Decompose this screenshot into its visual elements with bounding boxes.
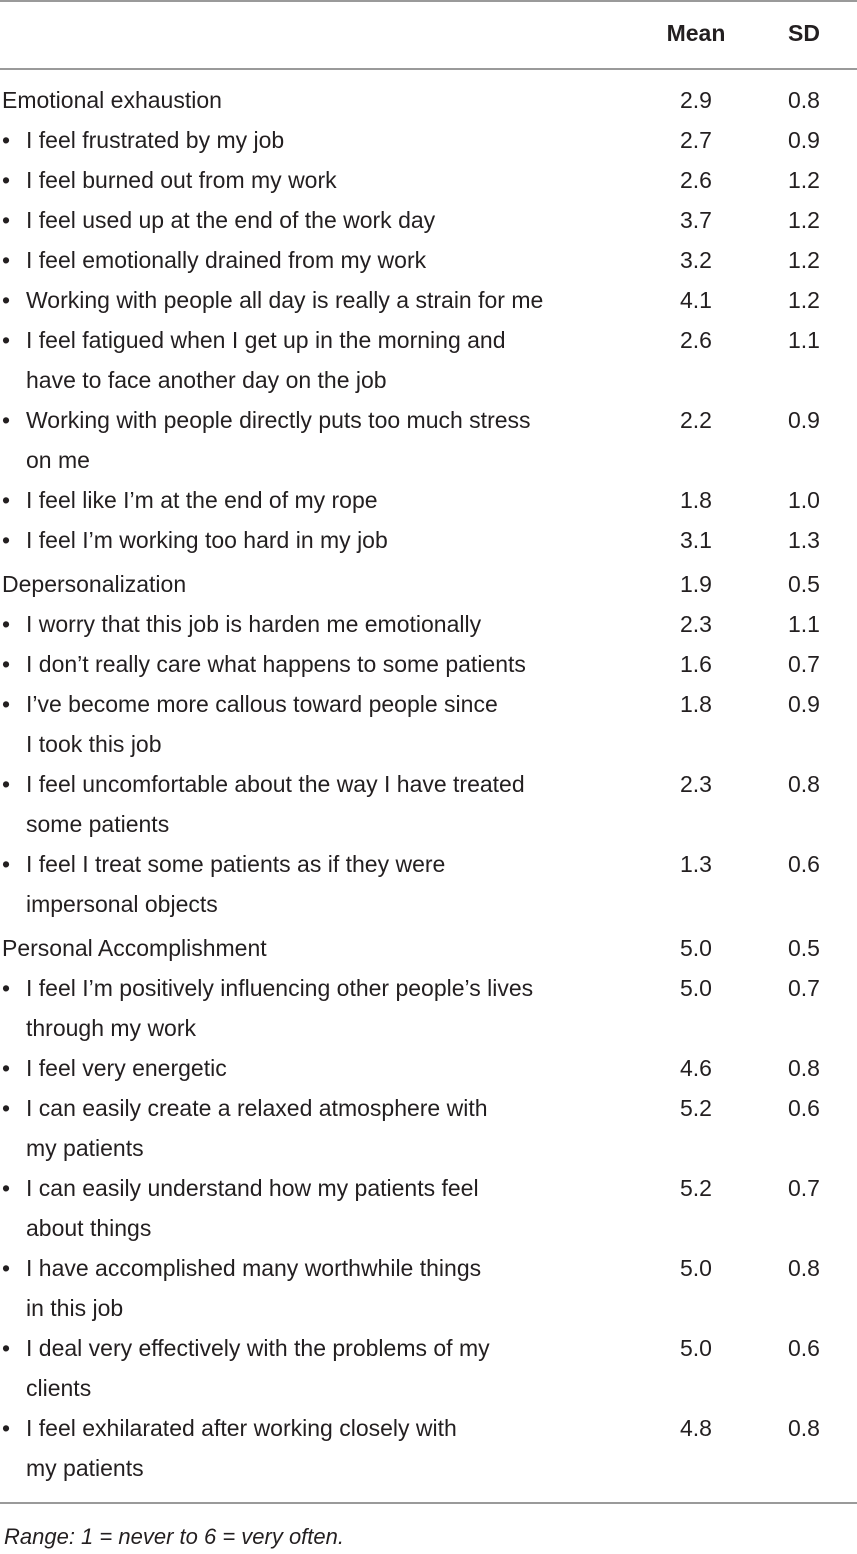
bullet-icon: • [2, 1415, 11, 1441]
sd-value: 0.9 [788, 691, 820, 717]
bullet-icon: • [2, 1175, 11, 1201]
bullet-icon: • [2, 127, 11, 153]
item-text-line: I can easily understand how my patients feel [26, 1175, 479, 1201]
item-text [0, 844, 620, 924]
bullet-icon: • [2, 167, 11, 193]
header-rule [0, 68, 857, 70]
mean-value: 2.2 [680, 407, 712, 433]
item-text [0, 200, 620, 240]
sd-value: 1.1 [788, 327, 820, 353]
table-header [0, 16, 857, 50]
table-row [0, 684, 857, 764]
item-text-line: I feel I’m positively influencing other people’s lives [26, 975, 534, 1001]
mean-value: 5.2 [680, 1175, 712, 1201]
item-text [0, 520, 620, 560]
item-text [0, 1168, 620, 1248]
table-row [0, 240, 857, 280]
sd-value: 0.6 [788, 1095, 820, 1121]
table-row [0, 280, 857, 320]
mean-value: 5.0 [680, 935, 712, 961]
table-row [0, 120, 857, 160]
section-label [0, 80, 622, 120]
bullet-icon: • [2, 975, 11, 1001]
table-body [0, 80, 857, 1488]
section-label [0, 928, 622, 968]
item-text [0, 1088, 620, 1168]
item-text-line: I can easily create a relaxed atmosphere with [26, 1095, 488, 1121]
item-text-line: I feel like I’m at the end of my rope [26, 487, 378, 513]
item-text-line: I feel uncomfortable about the way I have treated [26, 771, 525, 797]
top-rule [0, 0, 857, 2]
table-row [0, 844, 857, 924]
item-text-line: I feel very energetic [26, 1055, 227, 1081]
sd-value: 1.2 [788, 207, 820, 233]
item-text-line: some patients [26, 811, 170, 837]
bullet-icon: • [2, 771, 11, 797]
bullet-icon: • [2, 611, 11, 637]
sd-value: 0.5 [788, 571, 820, 597]
item-text [0, 400, 620, 480]
mean-value: 2.7 [680, 127, 712, 153]
bullet-icon: • [2, 207, 11, 233]
section-row [0, 80, 857, 120]
item-text-line: about things [26, 1215, 152, 1241]
sd-value: 1.2 [788, 167, 820, 193]
item-text [0, 968, 620, 1048]
bullet-icon: • [2, 487, 11, 513]
mean-value: 1.6 [680, 651, 712, 677]
mean-value: 5.0 [680, 975, 712, 1001]
item-text-line: I feel frustrated by my job [26, 127, 285, 153]
table-row [0, 320, 857, 400]
section-label-text: Emotional exhaustion [2, 87, 222, 113]
sd-value: 0.8 [788, 771, 820, 797]
bullet-icon: • [2, 1055, 11, 1081]
mean-value: 4.1 [680, 287, 712, 313]
table-row [0, 1408, 857, 1488]
item-text [0, 160, 620, 200]
sd-value: 0.6 [788, 851, 820, 877]
sd-value: 0.8 [788, 1255, 820, 1281]
bullet-icon: • [2, 407, 11, 433]
mean-value: 2.3 [680, 771, 712, 797]
item-text [0, 1048, 620, 1088]
item-text [0, 1328, 620, 1408]
item-text-line: I feel exhilarated after working closely with [26, 1415, 457, 1441]
table-row [0, 1168, 857, 1248]
sd-value: 0.7 [788, 975, 820, 1001]
mean-value: 4.6 [680, 1055, 712, 1081]
item-text [0, 764, 620, 844]
bullet-icon: • [2, 651, 11, 677]
sd-value: 1.2 [788, 247, 820, 273]
section-row [0, 928, 857, 968]
mean-value: 2.9 [680, 87, 712, 113]
sd-value: 0.6 [788, 1335, 820, 1361]
table-row [0, 1088, 857, 1168]
bullet-icon: • [2, 691, 11, 717]
mean-value: 3.2 [680, 247, 712, 273]
item-text [0, 320, 620, 400]
mean-value: 2.6 [680, 327, 712, 353]
item-text-line: Working with people all day is really a strain for me [26, 287, 544, 313]
item-text-line: I took this job [26, 731, 162, 757]
section-label-text: Personal Accomplishment [2, 935, 267, 961]
table-row [0, 644, 857, 684]
item-text-line: on me [26, 447, 90, 473]
sd-value: 1.1 [788, 611, 820, 637]
bottom-rule [0, 1502, 857, 1504]
sd-value: 0.9 [788, 127, 820, 153]
section-row [0, 564, 857, 604]
item-text [0, 280, 620, 320]
mean-value: 1.9 [680, 571, 712, 597]
table-row [0, 200, 857, 240]
item-text-line: I feel I treat some patients as if they were [26, 851, 446, 877]
item-text [0, 240, 620, 280]
mean-value: 3.7 [680, 207, 712, 233]
item-text-line: I have accomplished many worthwhile things [26, 1255, 482, 1281]
mean-value: 4.8 [680, 1415, 712, 1441]
table-row [0, 1248, 857, 1328]
sd-value: 0.5 [788, 935, 820, 961]
item-text-line: I’ve become more callous toward people since [26, 691, 498, 717]
item-text-line: I feel burned out from my work [26, 167, 337, 193]
mean-value: 1.3 [680, 851, 712, 877]
sd-value: 0.7 [788, 651, 820, 677]
sd-value: 1.0 [788, 487, 820, 513]
mean-value: 3.1 [680, 527, 712, 553]
item-text [0, 1408, 620, 1488]
sd-column-header: SD [788, 20, 820, 46]
item-text-line: have to face another day on the job [26, 367, 387, 393]
item-text [0, 604, 620, 644]
table-row [0, 520, 857, 560]
item-text-line: I feel used up at the end of the work day [26, 207, 436, 233]
bullet-icon: • [2, 287, 11, 313]
sd-value: 0.8 [788, 1055, 820, 1081]
bullet-icon: • [2, 327, 11, 353]
table-row [0, 1048, 857, 1088]
item-text-line: I feel emotionally drained from my work [26, 247, 427, 273]
table-row [0, 968, 857, 1048]
mean-value: 5.2 [680, 1095, 712, 1121]
item-text [0, 684, 620, 764]
item-text-line: Working with people directly puts too much stress [26, 407, 531, 433]
sd-value: 0.7 [788, 1175, 820, 1201]
mean-value: 5.0 [680, 1335, 712, 1361]
item-text-line: I don’t really care what happens to some patients [26, 651, 526, 677]
sd-value: 1.2 [788, 287, 820, 313]
sd-value: 0.8 [788, 1415, 820, 1441]
table-row [0, 1328, 857, 1408]
item-text-line: I feel fatigued when I get up in the morning and [26, 327, 506, 353]
bullet-icon: • [2, 1335, 11, 1361]
item-text-line: I worry that this job is harden me emotionally [26, 611, 482, 637]
mean-value: 5.0 [680, 1255, 712, 1281]
bullet-icon: • [2, 1255, 11, 1281]
section-label-text: Depersonalization [2, 571, 187, 597]
mean-value: 2.3 [680, 611, 712, 637]
item-text [0, 644, 620, 684]
mean-value: 1.8 [680, 691, 712, 717]
mean-value: 1.8 [680, 487, 712, 513]
item-text-line: I feel I’m working too hard in my job [26, 527, 388, 553]
mean-value: 2.6 [680, 167, 712, 193]
table-footnote: Range: 1 = never to 6 = very often. [4, 1524, 344, 1549]
bullet-icon: • [2, 1095, 11, 1121]
bullet-icon: • [2, 851, 11, 877]
item-text-line: clients [26, 1375, 92, 1401]
bullet-icon: • [2, 527, 11, 553]
mean-column-header: Mean [666, 20, 726, 46]
table-row [0, 764, 857, 844]
sd-value: 0.8 [788, 87, 820, 113]
item-text-line: I deal very effectively with the problems of my [26, 1335, 490, 1361]
item-text-line: my patients [26, 1455, 144, 1481]
item-text [0, 480, 620, 520]
bullet-icon: • [2, 247, 11, 273]
sd-value: 1.3 [788, 527, 820, 553]
item-text-line: my patients [26, 1135, 144, 1161]
item-text-line: through my work [26, 1015, 197, 1041]
table-row [0, 160, 857, 200]
table-row [0, 604, 857, 644]
item-text [0, 120, 620, 160]
sd-value: 0.9 [788, 407, 820, 433]
table-row [0, 400, 857, 480]
item-text-line: impersonal objects [26, 891, 218, 917]
section-label [0, 564, 622, 604]
item-text [0, 1248, 620, 1328]
table-row [0, 480, 857, 520]
item-text-line: in this job [26, 1295, 124, 1321]
